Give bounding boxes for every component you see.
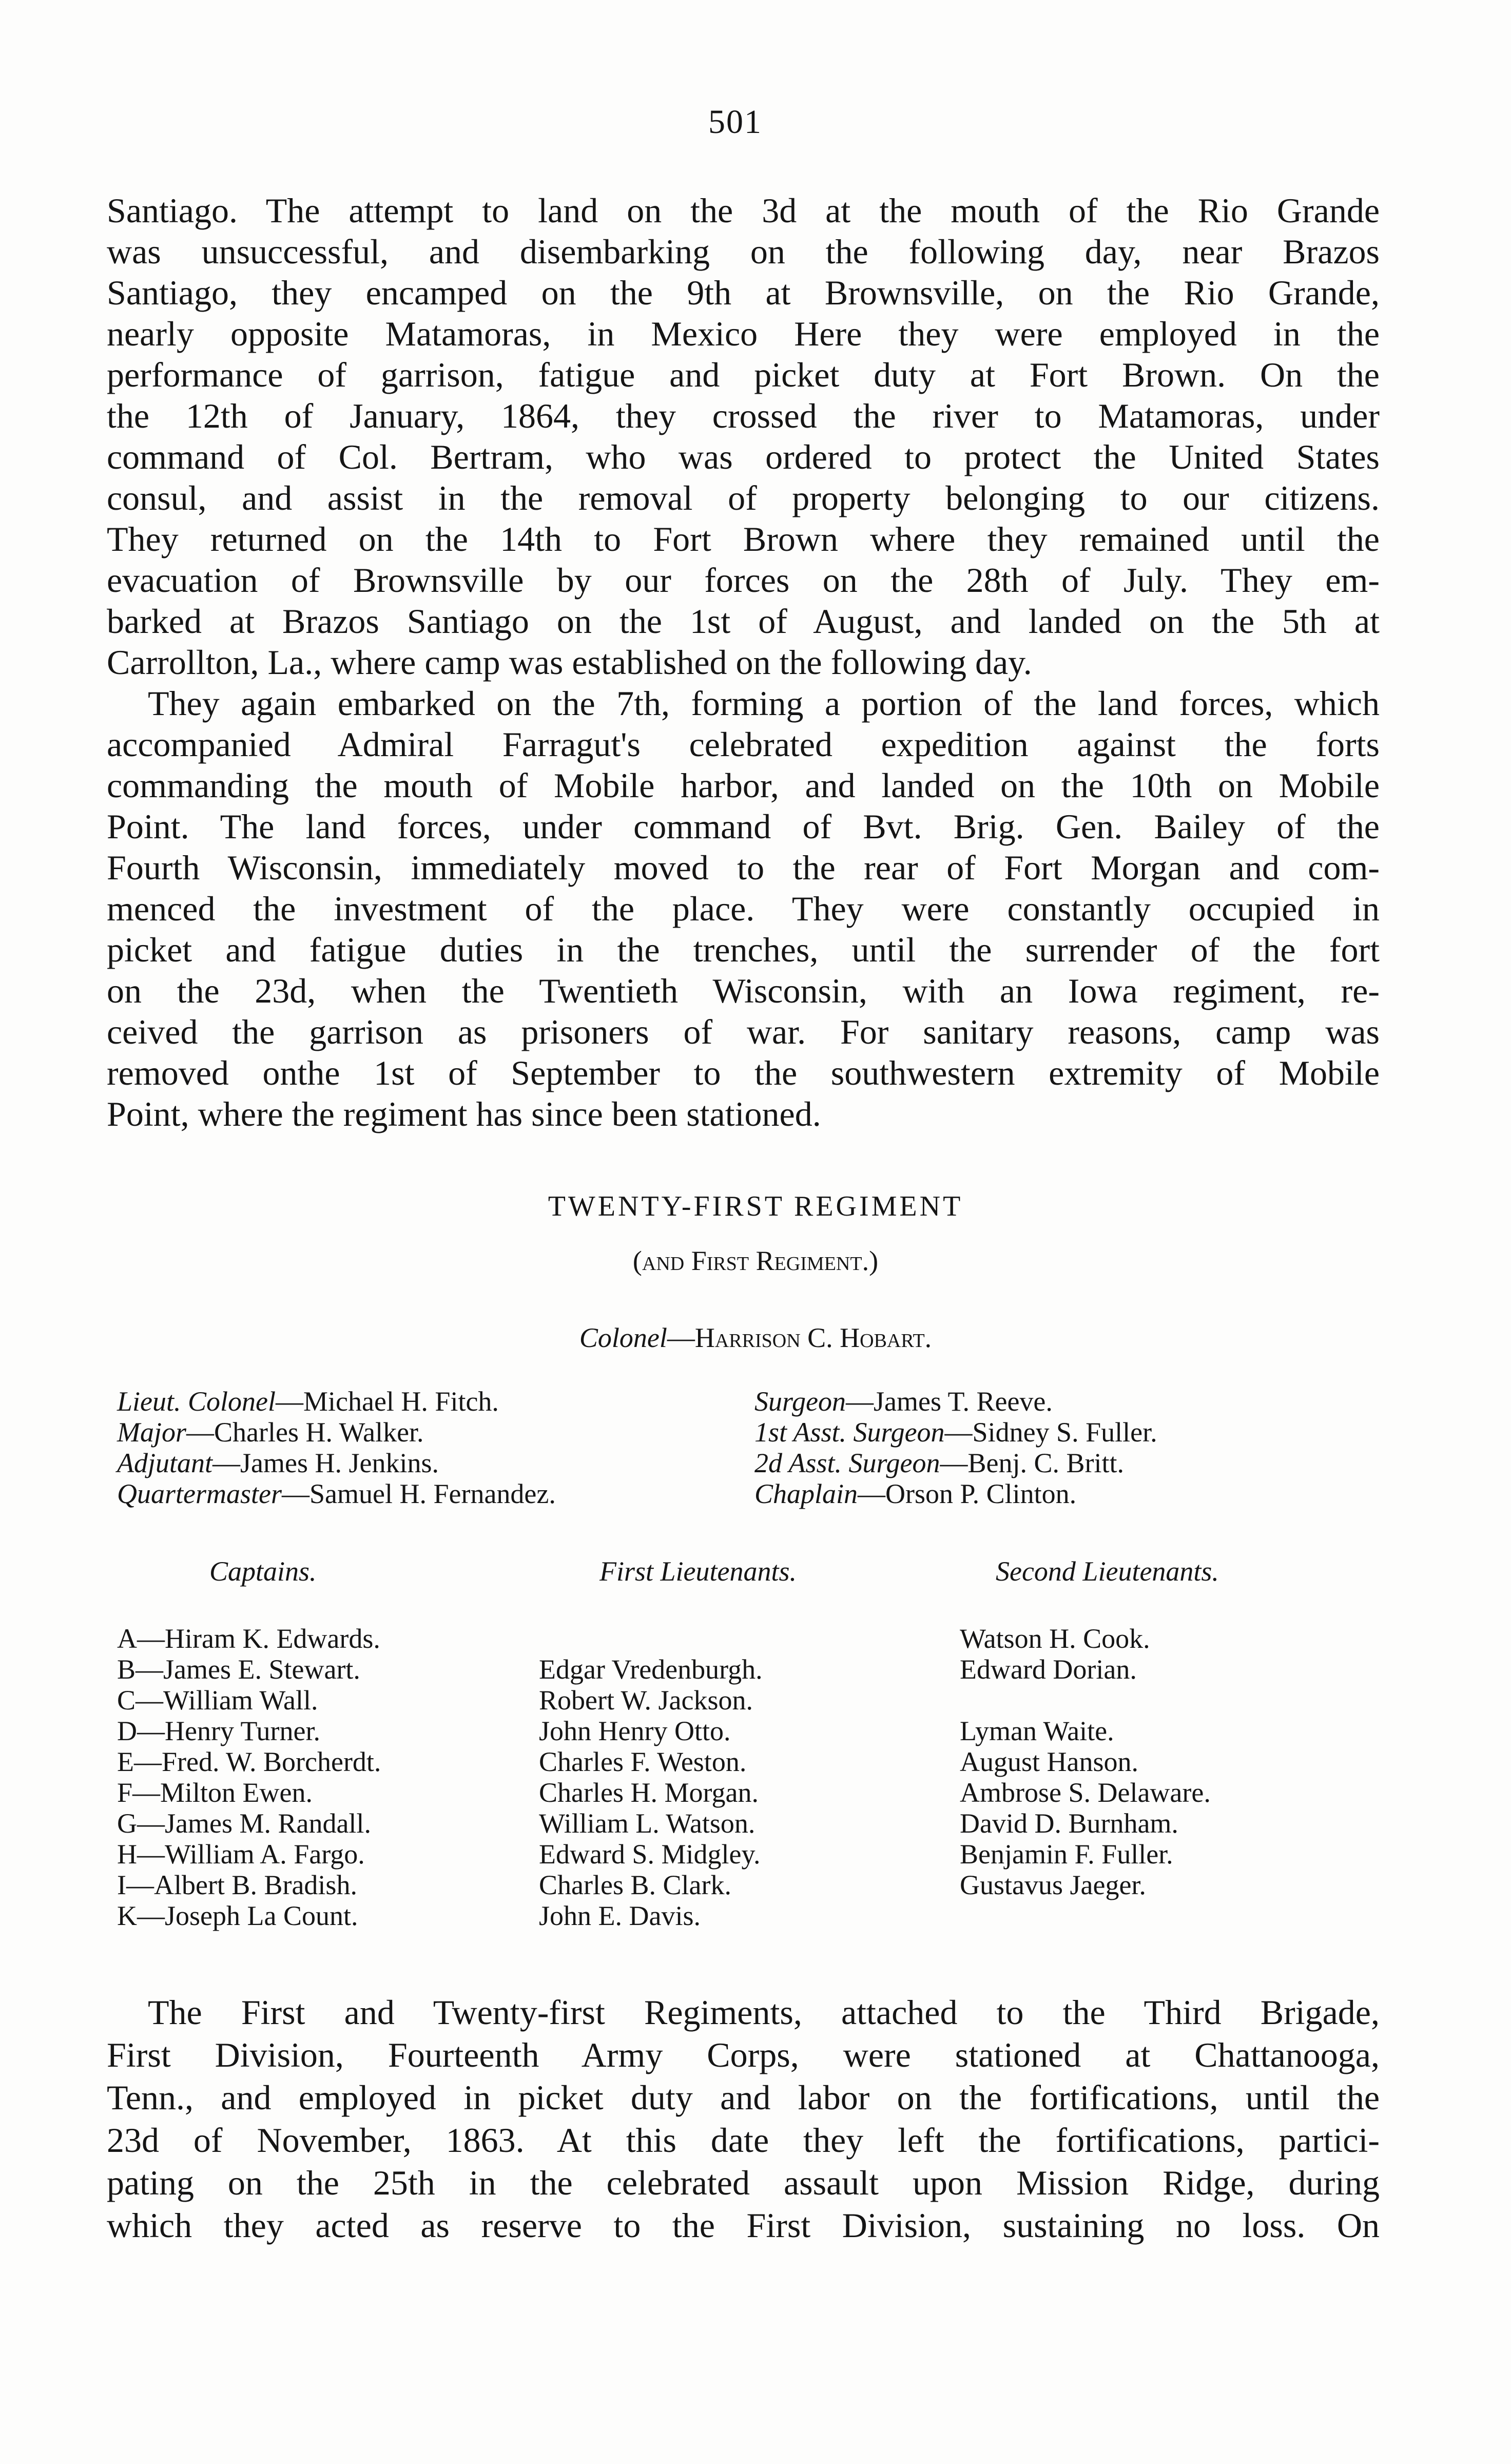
text-line: accompanied Admiral Farragut's celebrated expedition against the forts <box>107 725 1380 764</box>
text-line: on the 23d, when the Twentieth Wisconsin, with an Iowa regiment, re- <box>107 971 1380 1010</box>
colonel-label: Colonel <box>579 1322 667 1353</box>
list-item: Lyman Waite. <box>960 1716 1114 1746</box>
staff-entry: Quartermaster—Samuel H. Fernandez. <box>117 1478 556 1509</box>
text-line: They again embarked on the 7th, forming a portion of the land forces, which <box>148 684 1380 723</box>
text-line: removed onthe 1st of September to the southwestern extremity of Mobile <box>107 1053 1380 1092</box>
text-line: which they acted as reserve to the First Division, sustaining no loss. On <box>107 2206 1380 2245</box>
text-line: menced the investment of the place. They were constantly occupied in <box>107 889 1380 928</box>
staff-role: Quartermaster <box>117 1478 282 1509</box>
text-line: First Division, Fourteenth Army Corps, were stationed at Chattanooga, <box>107 2035 1380 2074</box>
list-item: C—William Wall. <box>117 1685 318 1716</box>
list-item: F—Milton Ewen. <box>117 1777 313 1808</box>
list-item: Watson H. Cook. <box>960 1623 1150 1654</box>
text-line: Carrollton, La., where camp was established on the following day. <box>107 643 1032 682</box>
staff-entry: Chaplain—Orson P. Clinton. <box>754 1478 1077 1509</box>
dash: — <box>667 1322 695 1353</box>
staff-name: Samuel H. Fernandez. <box>309 1478 556 1509</box>
text-line: consul, and assist in the removal of property belonging to our citizens. <box>107 478 1380 517</box>
staff-entry: 1st Asst. Surgeon—Sidney S. Fuller. <box>754 1417 1157 1448</box>
staff-role: Major <box>117 1417 186 1448</box>
list-item: D—Henry Turner. <box>117 1716 321 1746</box>
list-item: Charles F. Weston. <box>539 1746 747 1777</box>
text-line: picket and fatigue duties in the trenches, until the surrender of the fort <box>107 930 1380 969</box>
list-item: Ambrose S. Delaware. <box>960 1777 1211 1808</box>
text-line: pating on the 25th in the celebrated assault upon Mission Ridge, during <box>107 2163 1380 2202</box>
list-item: Edward Dorian. <box>960 1654 1137 1685</box>
staff-role: 2d Asst. Surgeon <box>754 1448 940 1478</box>
list-item: G—James M. Randall. <box>117 1808 371 1839</box>
staff-name: Michael H. Fitch. <box>303 1386 499 1417</box>
staff-role: Lieut. Colonel <box>117 1386 276 1417</box>
list-item: E—Fred. W. Borcherdt. <box>117 1746 381 1777</box>
staff-name: Orson P. Clinton. <box>885 1478 1077 1509</box>
staff-name: James H. Jenkins. <box>240 1448 439 1478</box>
staff-name: Charles H. Walker. <box>214 1417 424 1448</box>
list-item: H—William A. Fargo. <box>117 1839 365 1870</box>
text-line: ceived the garrison as prisoners of war. For sanitary reasons, camp was <box>107 1012 1380 1051</box>
captains-heading: Captains. <box>209 1556 317 1587</box>
list-item <box>960 1900 1211 1931</box>
list-item: I—Albert B. Bradish. <box>117 1870 357 1900</box>
first-lieutenants-heading: First Lieutenants. <box>599 1556 797 1587</box>
list-item: B—James E. Stewart. <box>117 1654 360 1685</box>
text-line: was unsuccessful, and disembarking on the following day, near Brazos <box>107 232 1380 271</box>
list-item: August Hanson. <box>960 1746 1138 1777</box>
list-item: Charles B. Clark. <box>539 1870 731 1900</box>
text-line: The First and Twenty-first Regiments, attached to the Third Brigade, <box>148 1993 1380 2032</box>
staff-entry: Major—Charles H. Walker. <box>117 1417 424 1448</box>
staff-left <box>117 1386 556 1509</box>
list-item: Edgar Vredenburgh. <box>539 1654 763 1685</box>
staff-name: Sidney S. Fuller. <box>972 1417 1157 1448</box>
text-line: 23d of November, 1863. At this date they left the fortifications, partici- <box>107 2121 1380 2160</box>
text-line: Santiago. The attempt to land on the 3d at the mouth of the Rio Grande <box>107 191 1380 230</box>
list-item: Robert W. Jackson. <box>539 1685 753 1716</box>
list-item: John Henry Otto. <box>539 1716 731 1746</box>
list-item <box>539 1623 763 1654</box>
regiment-title: TWENTY-FIRST REGIMENT <box>548 1190 963 1222</box>
staff-right <box>754 1386 1157 1509</box>
colonel-name: Harrison C. Hobart. <box>694 1322 932 1353</box>
list-item: William L. Watson. <box>539 1808 756 1839</box>
second-lieutenants-heading: Second Lieutenants. <box>996 1556 1219 1587</box>
captains-list <box>117 1623 381 1931</box>
staff-entry: Surgeon—James T. Reeve. <box>754 1386 1053 1417</box>
staff-role: Surgeon <box>754 1386 846 1417</box>
list-item: Edward S. Midgley. <box>539 1839 761 1870</box>
text-line: evacuation of Brownsville by our forces on the 28th of July. They em- <box>107 561 1380 600</box>
text-line: command of Col. Bertram, who was ordered to protect the United States <box>107 437 1380 476</box>
staff-name: James T. Reeve. <box>873 1386 1053 1417</box>
staff-role: 1st Asst. Surgeon <box>754 1417 945 1448</box>
staff-role: Chaplain <box>754 1478 858 1509</box>
staff-entry: Lieut. Colonel—Michael H. Fitch. <box>117 1386 499 1417</box>
text-line: Santiago, they encamped on the 9th at Brownsville, on the Rio Grande, <box>107 273 1380 312</box>
staff-entry: 2d Asst. Surgeon—Benj. C. Britt. <box>754 1448 1125 1478</box>
colonel-line <box>0 1322 1511 1354</box>
list-item: Benjamin F. Fuller. <box>960 1839 1173 1870</box>
regiment-subtitle: (and First Regiment.) <box>632 1245 879 1276</box>
text-line: Point, where the regiment has since been stationed. <box>107 1094 821 1133</box>
list-item: Gustavus Jaeger. <box>960 1870 1146 1900</box>
text-line: Tenn., and employed in picket duty and labor on the fortifications, until the <box>107 2078 1380 2117</box>
list-item <box>960 1685 1211 1716</box>
text-line: commanding the mouth of Mobile harbor, and landed on the 10th on Mobile <box>107 766 1380 805</box>
page-number: 501 <box>708 103 762 141</box>
list-item: John E. Davis. <box>539 1900 701 1931</box>
text-line: performance of garrison, fatigue and picket duty at Fort Brown. On the <box>107 355 1380 394</box>
list-item: David D. Burnham. <box>960 1808 1178 1839</box>
list-item: A—Hiram K. Edwards. <box>117 1623 380 1654</box>
list-item: K—Joseph La Count. <box>117 1900 358 1931</box>
list-item: Charles H. Morgan. <box>539 1777 759 1808</box>
staff-role: Adjutant <box>117 1448 212 1478</box>
text-line: Point. The land forces, under command of Bvt. Brig. Gen. Bailey of the <box>107 807 1380 846</box>
text-line: Fourth Wisconsin, immediately moved to the rear of Fort Morgan and com- <box>107 848 1380 887</box>
text-line: They returned on the 14th to Fort Brown where they remained until the <box>107 519 1380 559</box>
text-line: barked at Brazos Santiago on the 1st of August, and landed on the 5th at <box>107 602 1380 641</box>
text-line: nearly opposite Matamoras, in Mexico Here they were employed in the <box>107 314 1380 353</box>
text-line: the 12th of January, 1864, they crossed the river to Matamoras, under <box>107 396 1380 435</box>
second-lieutenants-list <box>960 1623 1211 1931</box>
first-lieutenants-list <box>539 1623 763 1931</box>
staff-entry: Adjutant—James H. Jenkins. <box>117 1448 439 1478</box>
staff-name: Benj. C. Britt. <box>967 1448 1125 1478</box>
